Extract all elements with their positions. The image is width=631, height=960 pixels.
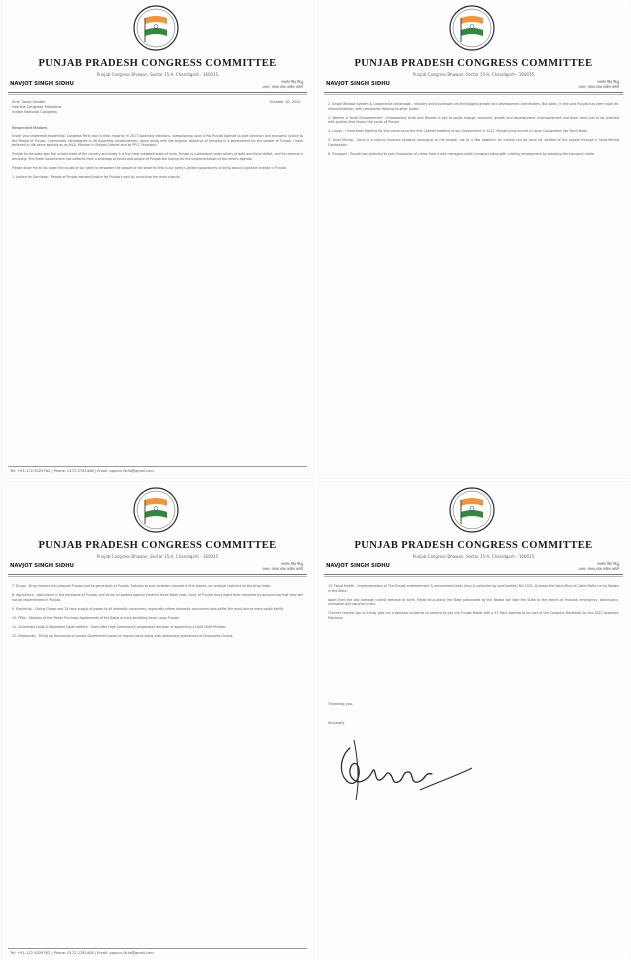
org-name: PUNJAB PRADESH CONGRESS COMMITTEE bbox=[38, 540, 277, 551]
letter-page-2 bbox=[318, 0, 629, 478]
org-name: PUNJAB PRADESH CONGRESS COMMITTEE bbox=[354, 540, 593, 551]
org-address: Punjab Congress Bhawan, Sector 15-A, Chandigarh - 160015 bbox=[96, 554, 219, 559]
president-name: NAVJOT SINGH SIDHU bbox=[10, 81, 74, 87]
header-divider bbox=[324, 92, 623, 93]
paragraph: I further request you to kindly give me a personal audience to present to you the Punjab Model with a 13 Point Agenda to be part of the Congress Manifesto for the 2022 Assembly Elections. bbox=[328, 611, 619, 620]
president-hindi: नवजोत सिंह सिद्धू प्रधान, पंजाब प्रदेश कांग्रेस कमेटी bbox=[262, 562, 303, 571]
paragraph: 11. Scheduled Caste & Backward Caste welfare - Soon after High Command's progressive decision of appointing a Dalit Chief Minister. bbox=[12, 624, 227, 629]
president-name: NAVJOT SINGH SIDHU bbox=[326, 563, 390, 569]
paragraph: 6. Transport - Punjab has potential to earn thousands of crores from a well managed public transport along with creating employment by breaking the transport mafia. bbox=[328, 151, 595, 156]
paragraph: 8. Agriculture - Agriculture is the backbone of Punjab, and as we all protest against Centre's three Black laws, Govt. of Punjab must reject their complete by announcing that they will not be implemented in Punjab. bbox=[12, 592, 303, 602]
president-hindi: नवजोत सिंह सिद्धू प्रधान, पंजाब प्रदेश कांग्रेस कमेटी bbox=[578, 80, 619, 89]
header-divider-secondary bbox=[324, 94, 623, 95]
header-divider-secondary bbox=[8, 576, 307, 577]
congress-flag-seal-icon bbox=[132, 4, 180, 52]
congress-flag-seal-icon bbox=[448, 486, 496, 534]
president-name: NAVJOT SINGH SIDHU bbox=[326, 81, 390, 87]
paragraph: 12. Employees - Filling up thousands of vacant Government posts on regular basis along with addressing grievances of Employees Unions. bbox=[12, 633, 234, 638]
header-divider-secondary bbox=[8, 94, 307, 95]
paragraph: 13. Fiscal Health - Implementation of The Punjab entertainment & amusement taxes (levy & collection by local bodies) Bill 2021, to break the Sand-Mine of Cable Mafia run by Badals in the State. bbox=[328, 584, 619, 593]
letter-body bbox=[12, 134, 303, 434]
paragraph: 1. Justice for Sacrilege - People of Punjab demand Justice for Punjab's soul by punishing the main culprits. bbox=[12, 174, 181, 179]
org-name: PUNJAB PRADESH CONGRESS COMMITTEE bbox=[38, 58, 277, 69]
org-address: Punjab Congress Bhawan, Sector 15-A, Chandigarh - 160015 bbox=[412, 72, 535, 77]
closing-thanks: Thanking you, bbox=[328, 702, 354, 706]
handwritten-signature bbox=[328, 730, 478, 810]
letter-body bbox=[328, 102, 619, 457]
letter-page-1 bbox=[2, 0, 313, 478]
paragraph: 4. Liquor - I have been fighting for this cause since the first Cabinet meeting of our Government in 2017. Punjab must ensure a Liquor Corporation like Tamil Nadu. bbox=[328, 129, 589, 134]
footer-contact: Tel: +91-172-5029762 | Phone: 0172-2781408 | Email: pppccc.fb.ld@gmail.com bbox=[10, 951, 154, 955]
footer-divider bbox=[8, 466, 307, 467]
paragraph: 10. PPAs - Statutes of the Power Purchase Agreements of the Badal era are wreaking havoc upon Punjab. bbox=[12, 615, 180, 620]
paragraph: 7. Drugs - Drug menace has plagued Punjab and its generation of Punjab. Solution to such problem requires a firm stance, an unequal restraint on the drug trade. bbox=[12, 584, 272, 588]
addressee-block: Smt. Sonia Gandhi Hon'ble Congress President Indian National Congress bbox=[12, 100, 62, 114]
header-divider bbox=[324, 574, 623, 575]
letter-date: October 10, 2021 bbox=[269, 100, 301, 104]
letter-page-4 bbox=[318, 482, 629, 960]
letter-body bbox=[328, 584, 619, 694]
letter-body bbox=[12, 584, 303, 939]
paragraph: Apart from the last damage control exercise of sorts, Media thus along the State patronized by the Badals will take the State to the extent of financial emergency, bankruptcy, corruption and agrarian crisis. bbox=[328, 597, 619, 607]
president-hindi: नवजोत सिंह सिद्धू प्रधान, पंजाब प्रदेश कांग्रेस कमेटी bbox=[262, 80, 303, 89]
footer-divider bbox=[8, 948, 307, 949]
letter-page-3 bbox=[2, 482, 313, 960]
paragraph: 3. Women & Youth Empowerment - Empowering Youth and Women is key to social change, economic growth and development. Unemployment and brain drain has to be checked with policies that favour the youth of Punjab. bbox=[328, 115, 619, 125]
paragraph: Punjab for decades was the richest state of the country and today it is the most indebted state of India. Punjab is submerged under pillars of debt and fiscal deficit, and its revenue is declining. The State Government has suffered from a shortage of funds and people of Punjab are hoping for the implementation of the reform agenda. bbox=[12, 152, 303, 161]
paragraph: 9. Electricity - Giving Cheap and 24 hour supply of power to all domestic consumers, especially where domestic consumers who suffer the most due to more costly tariffs. bbox=[12, 606, 285, 611]
president-hindi: नवजोत सिंह सिद्धू प्रधान, पंजाब प्रदेश कांग्रेस कमेटी bbox=[578, 562, 619, 571]
salutation: Respected Madam, bbox=[12, 125, 49, 130]
footer-contact: Tel: +91-172-5029762 | Phone: 0172-2781408 | Email: pppccc.fb.ld@gmail.com bbox=[10, 469, 154, 473]
paragraph: 2. Single Window System & Cooperative Advantage - Industry and businesses are the biggest growth and development contributors. But sadly, in the past Punjab has seen rapid de-industrialisation, with companies flocking to other states. bbox=[328, 102, 619, 111]
congress-flag-seal-icon bbox=[132, 486, 180, 534]
org-name: PUNJAB PRADESH CONGRESS COMMITTEE bbox=[354, 58, 593, 69]
closing-block bbox=[328, 702, 353, 726]
header-divider-secondary bbox=[324, 576, 623, 577]
president-name: NAVJOT SINGH SIDHU bbox=[10, 563, 74, 569]
closing-sincerely: Sincerely bbox=[328, 721, 345, 725]
org-address: Punjab Congress Bhawan, Sector 15-A, Chandigarh - 160015 bbox=[412, 554, 535, 559]
paragraph: 5. Sand Mining - Sand is a natural resource properly belonging to the people, not to a few powerful. Its mining can be done for welfare of the people through a Sand Mining Corporation. bbox=[328, 138, 619, 147]
org-address: Punjab Congress Bhawan, Sector 15-A, Chandigarh - 160015 bbox=[96, 72, 219, 77]
paragraph: Under your esteemed leadership, Congress Party won a clear majority in 2017 Assembly elections, campaigning upon a Pro-Punjab Agenda to give direction and economic justice to the People of Punjab. I personally campaigned in 96 Assembly constituencies, alone along with the singular objective of bringing in a government for the people of Punjab. I have believed in the same agenda as an MLA, Minister in Punjab Cabinet and as PPCC President. bbox=[12, 134, 303, 148]
paragraph: Please allow me to list down the issues of our party to empower the people of the state for this is our party's golden opportunity to bring about a positive change in Punjab. bbox=[12, 165, 287, 170]
congress-flag-seal-icon bbox=[448, 4, 496, 52]
header-divider bbox=[8, 574, 307, 575]
header-divider bbox=[8, 92, 307, 93]
